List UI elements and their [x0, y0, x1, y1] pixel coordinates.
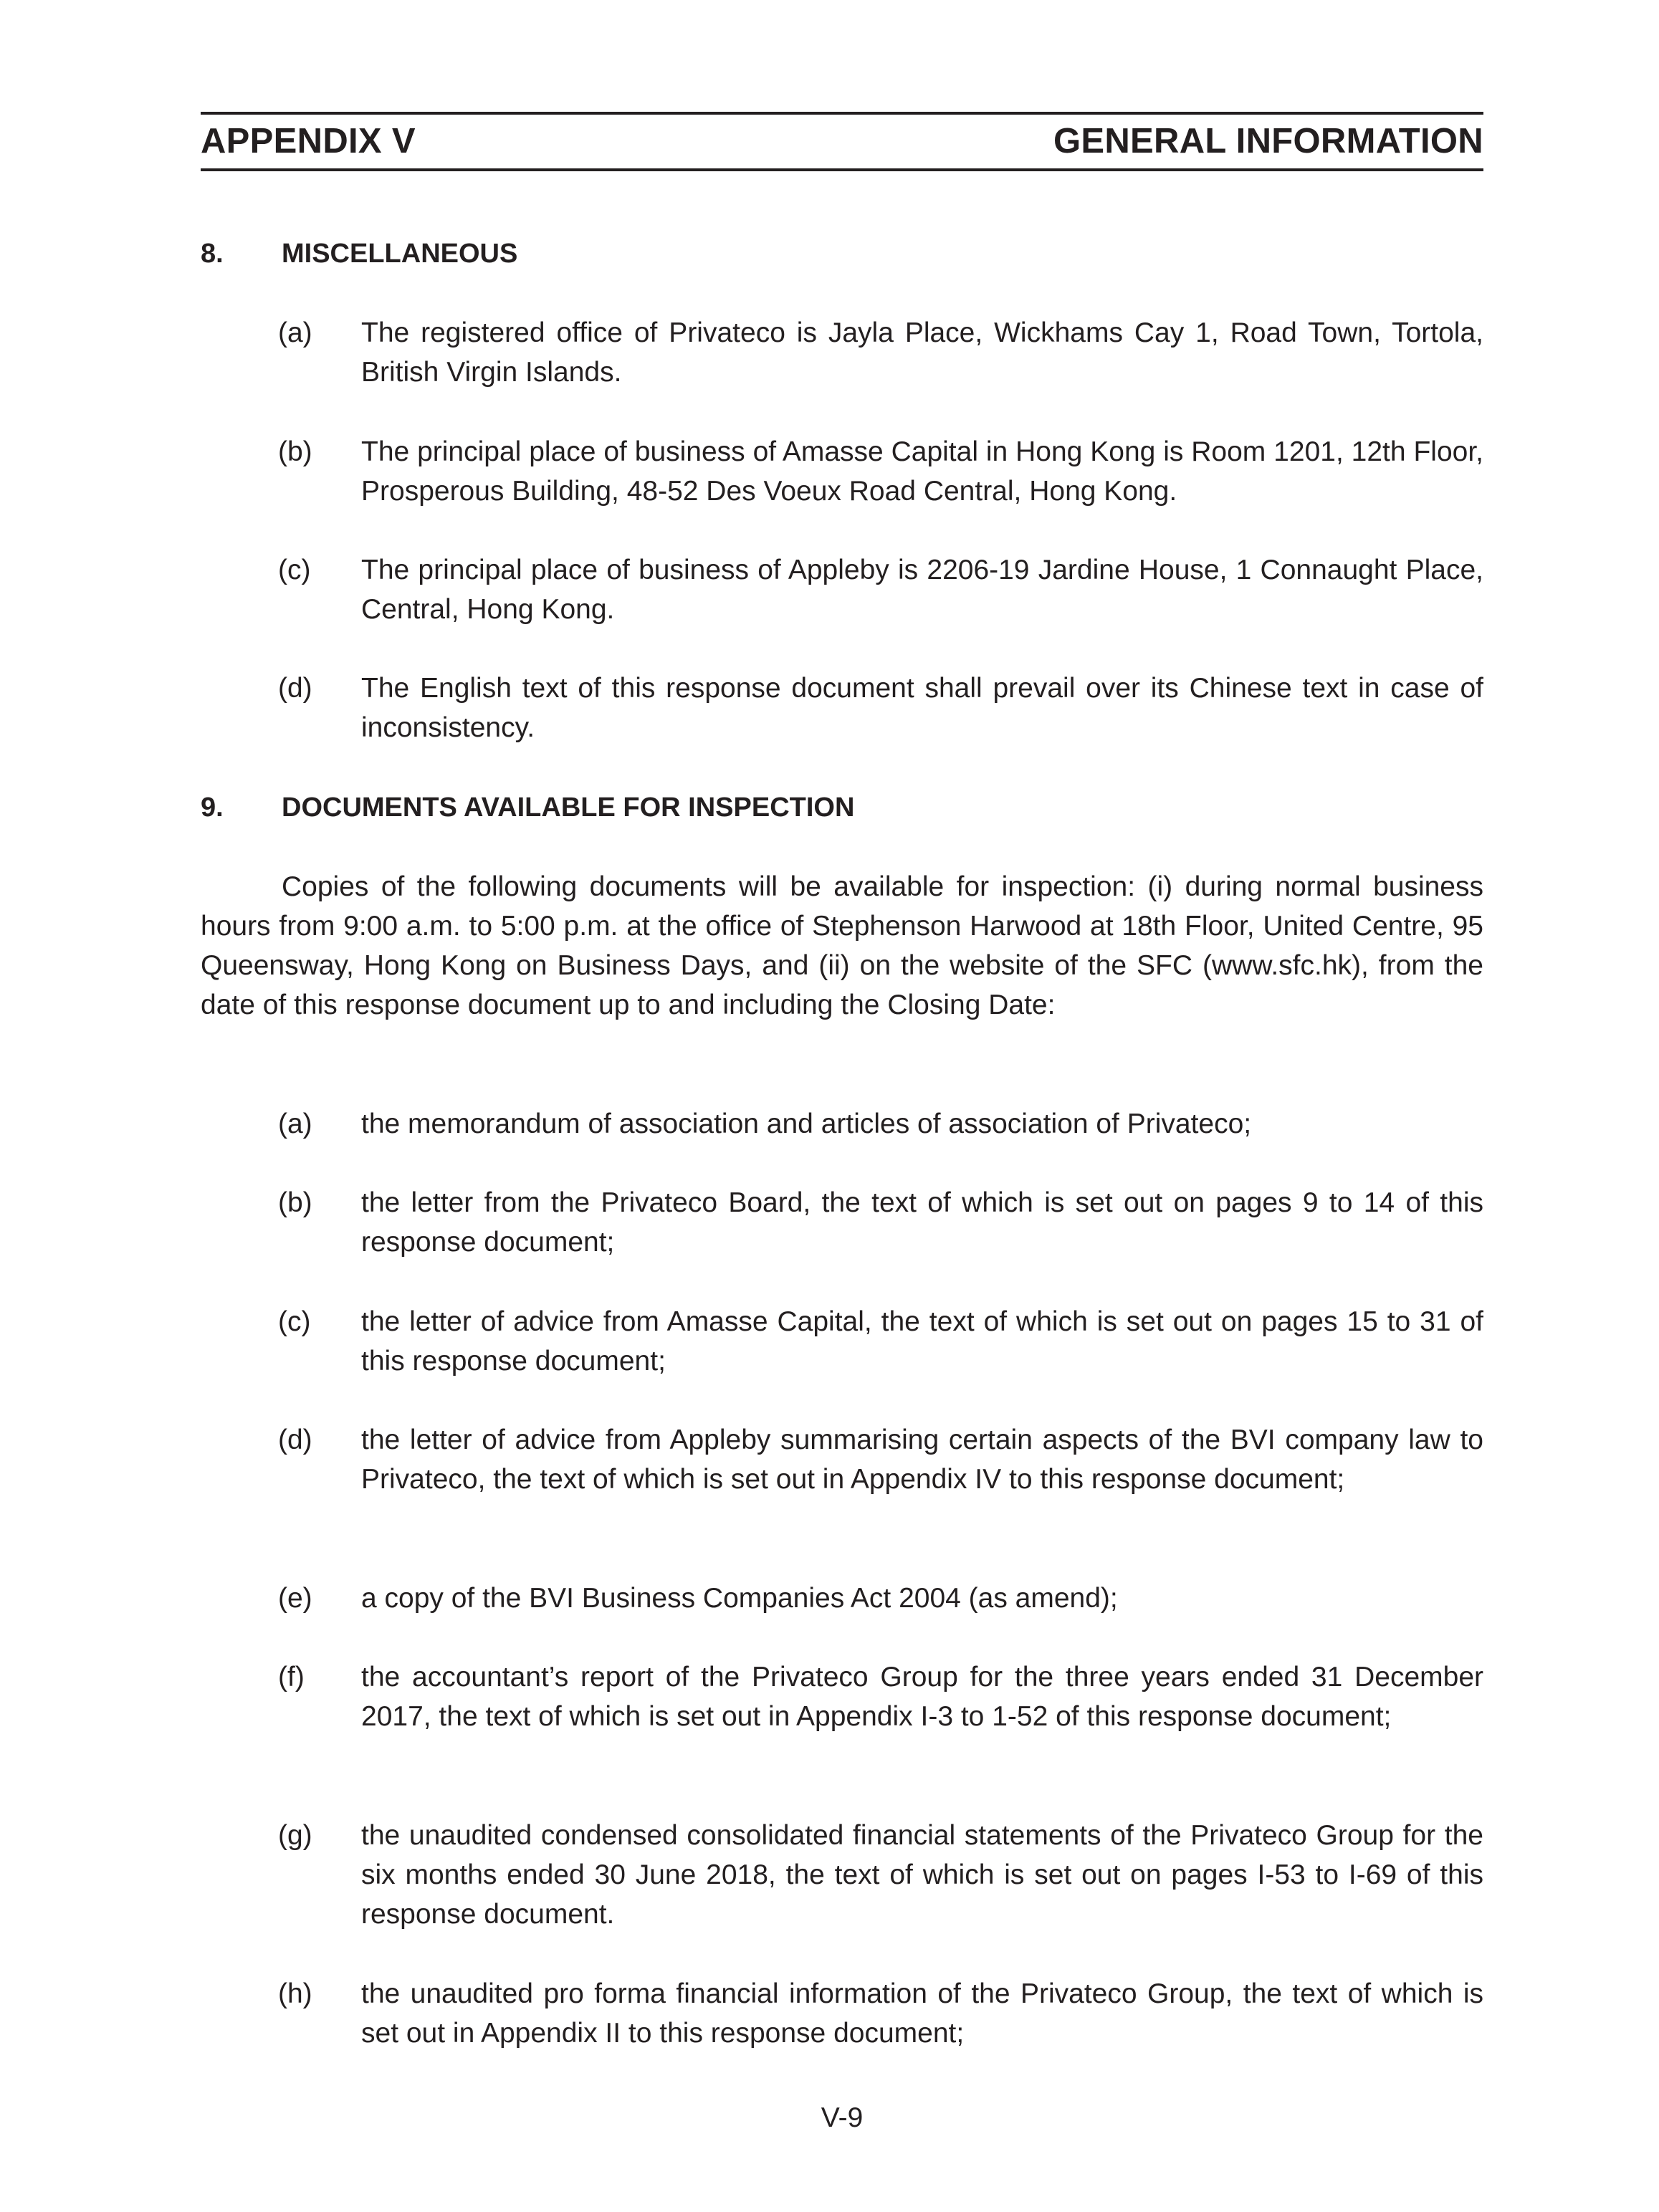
- list-item-label: (h): [278, 1978, 312, 2009]
- list-item: [278, 1420, 1483, 1499]
- list-item-label: (d): [278, 1425, 312, 1455]
- list-item-text: the letter of advice from Amasse Capital, the text of which is set out on pages 15 to 31 of this response document;: [361, 1306, 1483, 1376]
- list-item: [278, 432, 1483, 511]
- list-item-label: (d): [278, 673, 312, 704]
- section-heading-text: MISCELLANEOUS: [282, 239, 518, 269]
- list-item-text: a copy of the BVI Business Companies Act 2004 (as amend);: [361, 1583, 1118, 1614]
- list-item: [278, 1183, 1483, 1262]
- list-item-text: The principal place of business of Appleby is 2206-19 Jardine House, 1 Connaught Place, Central, Hong Kong.: [361, 555, 1483, 625]
- list-item: [278, 550, 1483, 629]
- list-item: [278, 313, 1483, 392]
- list-item: [278, 1302, 1483, 1381]
- section-number: 9.: [201, 793, 224, 823]
- header-bottom-rule: [201, 168, 1483, 171]
- header-top-rule: [201, 112, 1483, 115]
- intro-paragraph: Copies of the following documents will be available for inspection: (i) during normal business hours from 9:00 a.m. to 5:00 p.m. at the office of Stephenson Harwood at 18th Floor, United Centre, 95 Queensway, Hong Kong on Business Days, and (ii) on the website of the SFC (www.sfc.hk), from the date of this response document up to and including the Closing Date:: [201, 871, 1483, 1020]
- list-item-text: The principal place of business of Amasse Capital in Hong Kong is Room 1201, 12th Floor, Prosperous Building, 48-52 Des Voeux Road Central, Hong Kong.: [361, 436, 1483, 507]
- list-item-text: the letter of advice from Appleby summarising certain aspects of the BVI company law to Privateco, the text of which is set out in Appendix IV to this response document;: [361, 1425, 1483, 1495]
- page-number: V-9: [821, 2102, 864, 2133]
- document-page: [201, 0, 1483, 2212]
- section-heading-text: DOCUMENTS AVAILABLE FOR INSPECTION: [282, 793, 855, 823]
- list-item-text: the letter from the Privateco Board, the text of which is set out on pages 9 to 14 of this response document;: [361, 1187, 1483, 1258]
- list-item-text: the unaudited condensed consolidated financial statements of the Privateco Group for the six months ended 30 June 2018, the text of which is set out on pages I-53 to I-69 of this response document.: [361, 1820, 1483, 1930]
- list-item: [278, 1974, 1483, 2053]
- list-item-label: (b): [278, 1187, 312, 1218]
- list-item: [278, 669, 1483, 747]
- list-item-label: (b): [278, 436, 312, 467]
- list-item: [278, 1579, 1483, 1618]
- list-item-text: The English text of this response document shall prevail over its Chinese text in case of inconsistency.: [361, 673, 1483, 743]
- list-item-label: (c): [278, 555, 311, 585]
- list-item-text: the unaudited pro forma financial information of the Privateco Group, the text of which is set out in Appendix II to this response document;: [361, 1978, 1483, 2049]
- list-item: [278, 1657, 1483, 1736]
- list-item-label: (g): [278, 1820, 312, 1851]
- list-item-text: the accountant’s report of the Privateco Group for the three years ended 31 December 2017, the text of which is set out in Appendix I-3 to 1-52 of this response document;: [361, 1662, 1483, 1732]
- list-item: [278, 1816, 1483, 1934]
- list-item-label: (e): [278, 1583, 312, 1614]
- appendix-title: APPENDIX V: [201, 122, 416, 161]
- section-title: GENERAL INFORMATION: [1053, 122, 1483, 161]
- list-item-label: (c): [278, 1306, 311, 1337]
- list-item-label: (a): [278, 317, 312, 348]
- list-item-label: (f): [278, 1662, 305, 1692]
- list-item-text: the memorandum of association and articles of association of Privateco;: [361, 1109, 1252, 1139]
- section-number: 8.: [201, 239, 224, 269]
- list-item-text: The registered office of Privateco is Jayla Place, Wickhams Cay 1, Road Town, Tortola, British Virgin Islands.: [361, 317, 1483, 388]
- list-item: [278, 1104, 1483, 1144]
- list-item-label: (a): [278, 1109, 312, 1139]
